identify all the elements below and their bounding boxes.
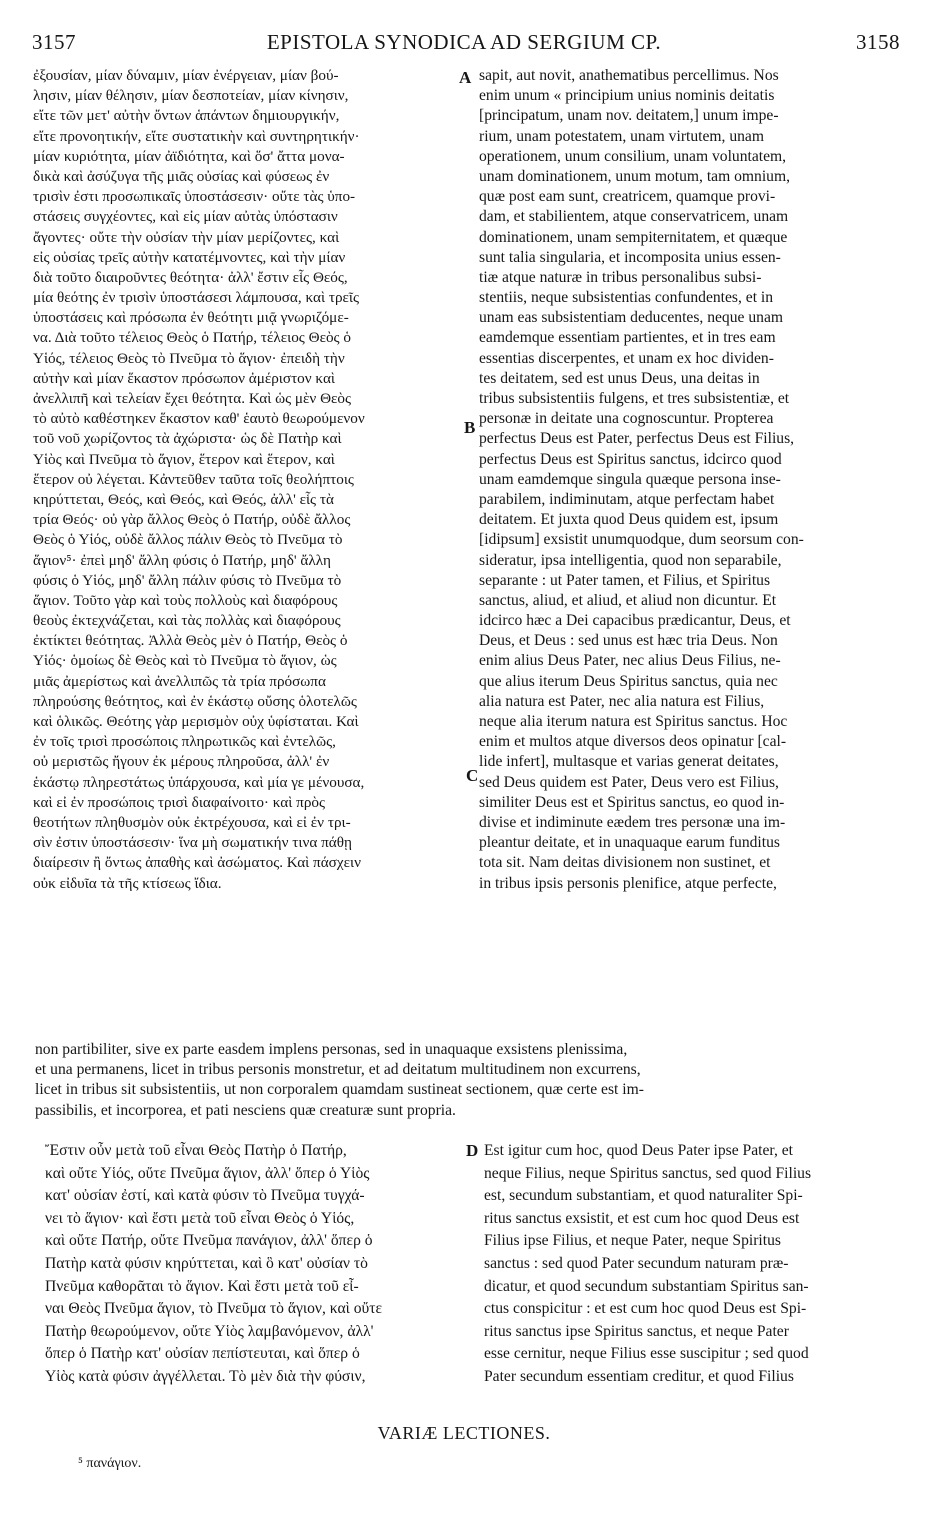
latin-line: [idipsum] exsistit unumquodque, dum seorsum con- xyxy=(479,531,804,549)
latin-line: separante : ut Pater tamen, et Filius, et Spiritus xyxy=(479,571,771,589)
greek-line: σὶν ἐστιν ὑποστάσεσιν· ἵνα μὴ σωματικήν τινα πάθῃ xyxy=(33,834,352,852)
latin-line: que alius iterum Deus Spiritus sanctus, quia nec xyxy=(479,672,778,690)
latin-line: Pater secundum essentiam creditur, et quod Filius xyxy=(484,1367,794,1385)
latin-line: Deus, et Deus : sed unus est hæc tria Deus. Non xyxy=(479,632,778,650)
latin-line: passibilis, et incorporea, et pati nesciens quæ creaturæ sunt propria. xyxy=(35,1101,456,1119)
greek-line: εἴτε τῶν μετ' αὐτὴν ὄντων ἁπάντων δημιουργικήν, xyxy=(33,107,340,125)
greek-line: θεοτήτων πληθυσμὸν οὐκ ἐκτρέχουσα, καὶ εἰ ἐν τρι- xyxy=(33,813,351,831)
latin-line: ritus sanctus exsistit, et est cum hoc quod Deus est xyxy=(484,1209,800,1227)
latin-line: eamdemque essentiam partientes, et in tres eam xyxy=(479,329,776,347)
greek-line: δικὰ καὶ ἀσύζυγα τῆς μιᾶς οὐσίας καὶ φύσεως ἐν xyxy=(33,167,330,185)
latin-line: ritus sanctus ipse Spiritus sanctus, et neque Pater xyxy=(484,1322,789,1340)
greek-line: Ἔστιν οὖν μετὰ τοῦ εἶναι Θεὸς Πατὴρ ὁ Πατήρ, xyxy=(45,1142,347,1159)
latin-line: essentias discerpentes, et unam ex hoc dividen- xyxy=(479,349,774,367)
footnote: ⁵ πανάγιον. xyxy=(78,1456,142,1471)
latin-line: tota sit. Nam deitas divisionem non sustinet, et xyxy=(479,854,771,872)
latin-line: sapit, aut novit, anathematibus percellimus. Nos xyxy=(479,67,779,84)
greek-line: τοῦ νοῦ χωρίζοντος τὰ ἀχώριστα· ὡς δὲ Πατὴρ καὶ xyxy=(33,430,342,448)
latin-column-lower xyxy=(484,1140,898,1389)
latin-line: similiter Deus est et Spiritus sanctus, eo quod in- xyxy=(479,793,785,811)
section-marker-b: B xyxy=(464,418,476,437)
greek-line: φύσις ὁ Υἱός, μηδ' ἄλλη πάλιν φύσις τὸ Πνεῦμα τὸ xyxy=(33,571,342,589)
latin-line: ctus conspicitur : et est cum hoc quod Deus est Spi- xyxy=(484,1300,807,1318)
latin-line: non partibiliter, sive ex parte easdem implens personas, sed in unaquaque exsistens plenissima, xyxy=(35,1041,628,1058)
greek-line: τὸ αὐτὸ καθέστηκεν ἕκαστον καθ' ἑαυτὸ θεωρούμενον xyxy=(33,410,365,428)
latin-line: alia natura est Pater, nec alia natura est Filius, xyxy=(479,692,765,710)
greek-line: Υἱός, τέλειος Θεὸς τὸ Πνεῦμα τὸ ἅγιον· ἐπειδὴ τὴν xyxy=(33,349,345,367)
latin-line: tribus subsistentiis fulgens, et tres subsistentiæ, et xyxy=(479,390,790,407)
latin-line: lide infert], multasque et varias generat deitates, xyxy=(479,753,779,771)
page-number-right: 3158 xyxy=(856,30,900,54)
latin-line: enim et multos atque diversos deos opinatur [cal- xyxy=(479,733,787,751)
latin-line: et una permanens, licet in tribus personis monstretur, et ad deitatum multitudinem non excurrens, xyxy=(35,1061,641,1079)
variae-lectiones-heading: VARIÆ LECTIONES. xyxy=(377,1423,551,1443)
greek-line: ἅγιον. Τοῦτο γὰρ καὶ τοὺς πολλοὺς καὶ διαφόρους xyxy=(33,591,338,609)
greek-line: καὶ εἰ ἐν προσώποις τρισὶ διαφαίνοιτο· καὶ πρὸς xyxy=(33,793,326,811)
greek-line: Πατὴρ κατὰ φύσιν κηρύττεται, καὶ ὃ κατ' οὐσίαν τὸ xyxy=(45,1254,368,1272)
greek-line: αὐτὴν καὶ μίαν ἕκαστον πρόσωπον ἀμέριστον καὶ xyxy=(33,369,335,387)
greek-line: πληρούσης θεότητος, καὶ ἐν ἑκάστῳ οὔσης ὁλοτελῶς xyxy=(33,692,357,710)
greek-line: οὐ μεριστῶς ἤγουν ἐκ μέρους πληροῦσα, ἀλλ' ἐν xyxy=(33,753,330,771)
section-marker-a: A xyxy=(459,68,472,87)
greek-line: ἑκάστῳ πληρεστάτως ὑπάρχουσα, καὶ μία γε μένουσα, xyxy=(33,773,365,791)
latin-line: sed Deus quidem est Pater, Deus vero est Filius, xyxy=(479,773,779,791)
greek-line: καὶ οὔτε Υἱός, οὔτε Πνεῦμα ἅγιον, ἀλλ' ὅπερ ὁ Υἱὸς xyxy=(45,1164,370,1182)
greek-line: ὅπερ ὁ Πατὴρ κατ' οὐσίαν πεπίστευται, καὶ ὅπερ ὁ xyxy=(45,1345,360,1363)
latin-line: idcirco hæc a Dei capacibus prædicantur, Deus, et xyxy=(479,612,791,630)
latin-column-upper xyxy=(479,66,897,894)
greek-line: διαίρεσιν ἢ ὄντως ἀπαθὴς καὶ ἀσώματος. Καὶ πάσχειν xyxy=(33,854,361,872)
latin-line: personæ in deitate una cognoscuntur. Propterea xyxy=(479,410,774,428)
latin-line: pleantur deitate, et in unaquaque earum funditus xyxy=(479,834,780,852)
latin-full-width-paragraph xyxy=(35,1040,897,1121)
greek-line: Υἱὸς καὶ Πνεῦμα τὸ ἅγιον, ἕτερον καὶ ἕτερον, καὶ xyxy=(33,450,335,468)
greek-line: ἐξουσίαν, μίαν δύναμιν, μίαν ἐνέργειαν, μίαν βού- xyxy=(33,67,339,84)
greek-line: να. Διὰ τοῦτο τέλειος Θεὸς ὁ Πατήρ, τέλειος Θεὸς ὁ xyxy=(33,329,351,347)
greek-line: ὑποστάσεις καὶ πρόσωπα ἐν θεότητι μιᾷ γνωριζόμε- xyxy=(33,309,349,327)
greek-line: μιᾶς ἀμερίστως καὶ ἀνελλιπῶς τὰ τρία πρόσωπα xyxy=(33,672,326,690)
latin-line: stentiis, neque subsistentias confundentes, et in xyxy=(479,289,774,307)
greek-line: μία θεότης ἐν τρισὶν ὑποστάσεσι λάμπουσα, καὶ τρεῖς xyxy=(33,289,359,307)
greek-column-upper xyxy=(33,66,459,894)
latin-line: dominationem, unam sempiternitatem, et quæque xyxy=(479,228,788,246)
greek-line: τρία Θεός· οὐ γὰρ ἄλλος Θεὸς ὁ Πατήρ, οὐδὲ ἄλλος xyxy=(33,511,351,529)
greek-line: ἕτερον οὐ λέγεται. Κἀντεῦθεν ταῦτα τοῖς θεολήπτοις xyxy=(33,470,354,488)
greek-line: ἐκτίκτει θεότητας. Ἀλλὰ Θεὸς μὲν ὁ Πατήρ, Θεὸς ὁ xyxy=(33,632,348,650)
latin-line: operationem, unum consilium, unam voluntatem, xyxy=(479,147,787,165)
page-number-left: 3157 xyxy=(32,30,76,54)
latin-line: quæ post eam sunt, creatricem, quamque provi- xyxy=(479,188,776,206)
latin-line: [principatum, unam nov. deitatem,] unum impe- xyxy=(479,107,779,125)
greek-line: λησιν, μίαν θέλησιν, μίαν δεσποτείαν, μίαν κίνησιν, xyxy=(33,87,349,105)
latin-line: in tribus ipsis personis plenifice, atque perfecte, xyxy=(479,874,777,892)
running-title: EPISTOLA SYNODICA AD SERGIUM CP. xyxy=(266,30,662,54)
latin-line: tiæ atque naturæ in tribus personalibus subsi- xyxy=(479,268,762,286)
greek-line: κατ' οὐσίαν ἐστί, καὶ κατὰ φύσιν τὸ Πνεῦμα τυγχά- xyxy=(45,1187,365,1205)
greek-column-lower xyxy=(45,1140,463,1389)
greek-line: ἅγιον⁵· ἐπεὶ μηδ' ἄλλη φύσις ὁ Πατήρ, μηδ' ἄλλη xyxy=(33,551,331,569)
latin-line: divise et indiminute eædem tres personæ una im- xyxy=(479,813,786,831)
greek-line: διὰ τοῦτο διαιροῦντες θεότητα· ἀλλ' ἔστιν εἷς Θεός, xyxy=(33,268,348,286)
latin-line: Filius ipse Filius, et neque Pater, neque Spiritus xyxy=(484,1232,781,1250)
greek-line: ἀνελλιπῆ καὶ τελείαν ἔχει θεότητα. Καὶ ὡς μὲν Θεὸς xyxy=(33,390,352,407)
greek-line: ναι Θεὸς Πνεῦμα ἅγιον, τὸ Πνεῦμα τὸ ἅγιον, καὶ οὔτε xyxy=(45,1300,383,1318)
greek-line: μίαν κυριότητα, μίαν ἀϊδιότητα, καὶ ὅσ' ἄττα μονα- xyxy=(33,147,345,165)
greek-line: στάσεις συγχέοντες, καὶ εἰς μίαν αὐτὰς ὑπόστασιν xyxy=(33,208,338,226)
latin-line: sunt talia singularia, et incomposita unius essen- xyxy=(479,248,781,266)
greek-line: Υἱός· ὁμοίως δὲ Θεὸς καὶ τὸ Πνεῦμα τὸ ἅγιον, ὡς xyxy=(33,652,337,670)
greek-line: Θεὸς ὁ Υἱός, οὐδὲ ἄλλος πάλιν Θεὸς τὸ Πνεῦμα τὸ xyxy=(33,531,343,549)
greek-line: Πνεῦμα καθορᾶται τὸ ἅγιον. Καὶ ἔστι μετὰ τοῦ εἶ- xyxy=(45,1277,359,1295)
greek-line: καὶ ὁλικῶς. Θεότης γὰρ μερισμὸν οὐχ ὑφίσταται. Καὶ xyxy=(33,713,359,730)
greek-line: τρισὶν ἐστι προσωπικαῖς ὑποστάσεσιν· οὔτε τὰς ὑπο- xyxy=(33,188,356,206)
greek-line: ἐν τοῖς τρισὶ προσώποις πληρωτικῶς καὶ ἐντελῶς, xyxy=(33,733,336,751)
latin-line: rium, unam potestatem, unam virtutem, unam xyxy=(479,127,764,145)
latin-line: esse cernitur, neque Filius esse suscipitur ; sed quod xyxy=(484,1345,809,1363)
latin-line: Est igitur cum hoc, quod Deus Pater ipse Pater, et xyxy=(484,1142,794,1159)
latin-line: perfectus Deus est Pater, perfectus Deus est Filius, xyxy=(479,430,795,448)
latin-line: enim unum « principium unius nominis deitatis xyxy=(479,87,775,105)
latin-line: neque Filius, neque Spiritus sanctus, sed quod Filius xyxy=(484,1164,812,1182)
greek-line: κηρύττεται, Θεός, καὶ Θεός, καὶ Θεός, ἀλλ' εἷς τὰ xyxy=(33,490,334,508)
greek-line: Πατὴρ θεωρούμενον, οὔτε Υἱὸς λαμβανόμενον, ἀλλ' xyxy=(45,1322,374,1340)
section-marker-d: D xyxy=(466,1141,479,1160)
latin-line: neque alia iterum natura est Spiritus sanctus. Hoc xyxy=(479,713,788,730)
greek-line: νει τὸ ἅγιον· καὶ ἔστι μετὰ τοῦ εἶναι Θεὸς ὁ Υἱός, xyxy=(45,1209,355,1227)
latin-line: sanctus : sed quod Pater secundum naturam præ- xyxy=(484,1254,789,1272)
greek-line: εἴτε προνοητικήν, εἴτε συστατικὴν καὶ συντηρητικήν· xyxy=(33,127,360,145)
latin-line: licet in tribus sit subsistentiis, ut non corporalem quamdam sustineat sectionem, quæ certe est im- xyxy=(35,1081,644,1099)
greek-line: καὶ οὔτε Πατήρ, οὔτε Πνεῦμα πανάγιον, ἀλλ' ὅπερ ὁ xyxy=(45,1232,373,1250)
latin-line: perfectus Deus est Spiritus sanctus, idcirco quod xyxy=(479,450,782,468)
latin-line: sideratur, ipsa intelligentia, quod non separabile, xyxy=(479,551,782,569)
latin-line: sanctus, aliud, et aliud, et aliud non dicuntur. Et xyxy=(479,591,777,609)
latin-line: enim alius Deus Pater, nec alius Deus Filius, ne- xyxy=(479,652,781,670)
latin-line: parabilem, indiminutam, atque perfectam habet xyxy=(479,490,775,508)
greek-line: ἄγοντες· οὔτε τὴν οὐσίαν τὴν μίαν μερίζοντες, καὶ xyxy=(33,228,340,246)
latin-line: est, secundum substantiam, et quod naturaliter Spi- xyxy=(484,1187,803,1205)
greek-line: θεοὺς ἐκτεχνάζεται, καὶ τὰς πολλὰς καὶ διαφόρους xyxy=(33,612,341,630)
latin-line: dicatur, et quod secundum substantiam Spiritus san- xyxy=(484,1277,809,1295)
latin-line: deitatem. Et juxta quod Deus quidem est, ipsum xyxy=(479,511,779,529)
greek-line: Υἱὸς κατὰ φύσιν ἀγγέλλεται. Τὸ μὲν διὰ τὴν φύσιν, xyxy=(45,1367,366,1385)
greek-line: οὐκ εἰδυῖα τὰ τῆς κτίσεως ἴδια. xyxy=(33,874,222,892)
greek-line: εἰς οὐσίας τρεῖς αὐτὴν κατατέμνοντες, καὶ τὴν μίαν xyxy=(33,248,346,266)
latin-line: tes deitatem, sed est unus Deus, una deitas in xyxy=(479,369,760,387)
latin-line: unam dominationem, unum motum, tam omnium, xyxy=(479,167,790,185)
latin-line: unam eas subsistentiam deducentes, neque unam xyxy=(479,309,783,327)
latin-line: dam, et stabilientem, atque conservatricem, unam xyxy=(479,208,789,226)
section-marker-c: C xyxy=(466,766,479,785)
latin-line: unam eamdemque singula quæque persona inse- xyxy=(479,470,781,488)
